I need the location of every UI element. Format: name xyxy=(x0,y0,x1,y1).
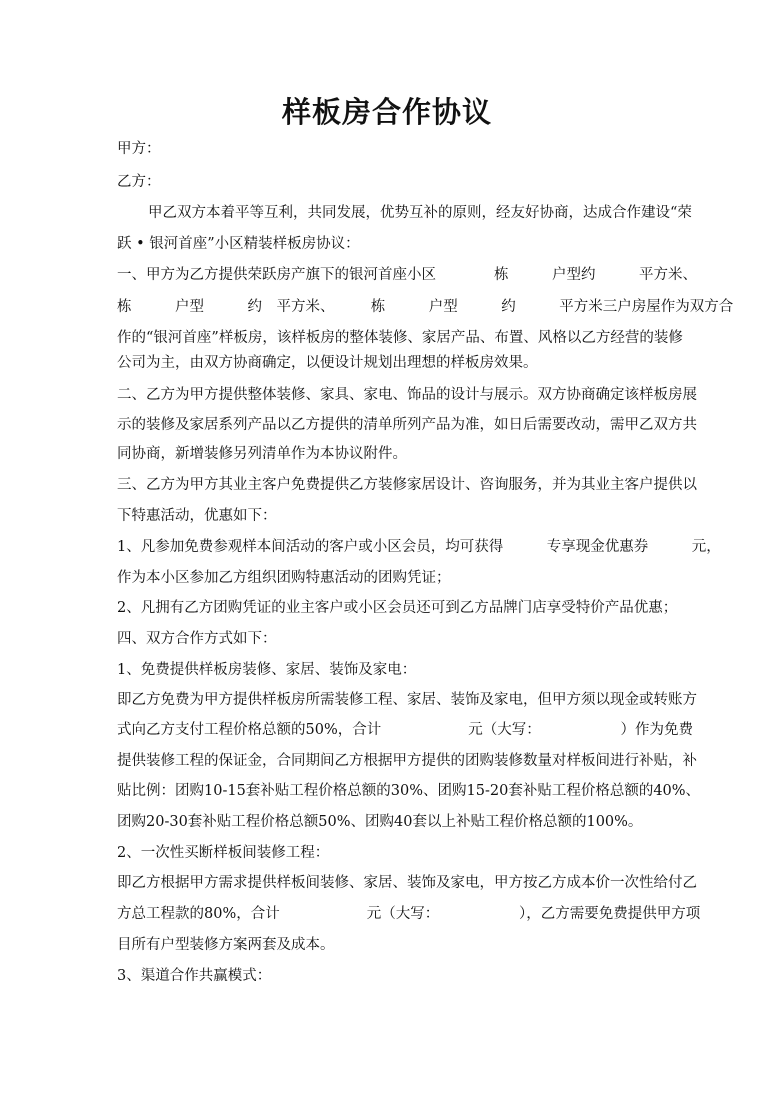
text-line: 下特惠活动，优惠如下： xyxy=(117,508,277,524)
text-line: 四、双方合作方式如下： xyxy=(117,631,277,647)
party-a-line: 甲方： xyxy=(117,141,161,157)
document-title: 样板房合作协议 xyxy=(281,95,492,129)
text-line: 2、一次性买断样板间装修工程： xyxy=(117,845,330,861)
text-line: 目所有户型装修方案两套及成本。 xyxy=(117,937,335,953)
text-line: 三、乙方为甲方其业主客户免费提供乙方装修家居设计、咨询服务，并为其业主客户提供以 xyxy=(117,477,697,493)
text-line: 团购20-30套补贴工程价格总额50%、团购40套以上补贴工程价格总额的100%。 xyxy=(117,814,643,830)
text-line: 作的“银河首座”样板房，该样板房的整体装修、家居产品、布置、风格以乙方经营的装修 xyxy=(117,330,683,346)
text-line: 方总工程款的80%，合计 元（大写： ），乙方需要免费提供甲方项 xyxy=(117,906,701,922)
text-line: 栋 户型 约 平方米、 栋 户型 约 平方米三户房屋作为双方合 xyxy=(117,299,734,315)
text-line: 即乙方免费为甲方提供样板房所需装修工程、家居、装饰及家电，但甲方须以现金或转账方 xyxy=(117,692,697,708)
text-line: 即乙方根据甲方需求提供样板间装修、家居、装饰及家电，甲方按乙方成本价一次性给付乙 xyxy=(117,875,697,891)
text-line: 1、免费提供样板房装修、家居、装饰及家电： xyxy=(117,662,417,678)
text-line: 公司为主，由双方协商确定，以便设计规划出理想的样板房效果。 xyxy=(117,355,538,371)
party-b-line: 乙方： xyxy=(117,174,161,190)
text-line: 二、乙方为甲方提供整体装修、家具、家电、饰品的设计与展示。双方协商确定该样板房展 xyxy=(117,387,697,403)
text-line: 贴比例：团购10-15套补贴工程价格总额的30%、团购15-20套补贴工程价格总额的40%、 xyxy=(117,783,701,799)
text-line: 甲乙双方本着平等互利，共同发展，优势互补的原则，经友好协商，达成合作建设“荣 xyxy=(148,205,692,221)
text-line: 式向乙方支付工程价格总额的50%，合计 元（大写： ）作为免费 xyxy=(117,722,693,738)
text-line: 提供装修工程的保证金，合同期间乙方根据甲方提供的团购装修数量对样板间进行补贴，补 xyxy=(117,753,697,769)
text-line: 2、凡拥有乙方团购凭证的业主客户或小区会员还可到乙方品牌门店享受特价产品优惠； xyxy=(117,600,678,616)
text-line: 跃 • 银河首座”小区精装样板房协议： xyxy=(117,236,360,252)
text-line: 1、凡参加免费参观样本间活动的客户或小区会员，均可获得 专享现金优惠券 元， xyxy=(117,539,721,555)
text-line: 一、甲方为乙方提供荣跃房产旗下的银河首座小区 栋 户型约 平方米、 xyxy=(117,267,697,283)
text-line: 作为本小区参加乙方组织团购特惠活动的团购凭证； xyxy=(117,570,451,586)
text-line: 3、渠道合作共赢模式： xyxy=(117,968,272,984)
text-line: 示的装修及家居系列产品以乙方提供的清单所列产品为准，如日后需要改动，需甲乙双方共 xyxy=(117,417,697,433)
text-line: 同协商，新增装修另列清单作为本协议附件。 xyxy=(117,446,407,462)
